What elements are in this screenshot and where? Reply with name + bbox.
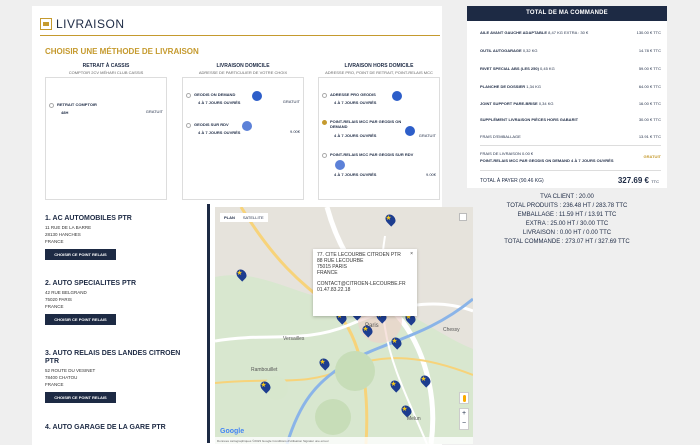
packaging-label: FRAIS D'EMBALLAGE bbox=[480, 134, 521, 139]
item-price: 59.00 € TTC bbox=[638, 66, 661, 71]
item-detail: 0,32 KG bbox=[522, 48, 538, 53]
option-delay: 4 À 7 JOURS OUVRÉS bbox=[198, 100, 241, 105]
item-label: OUTIL AUTOGARAGE bbox=[480, 48, 522, 53]
item-detail: 0,45 KG bbox=[540, 66, 555, 71]
option-price: GRATUIT bbox=[418, 133, 436, 138]
total-label: TOTAL À PAYER (90.46 KG) bbox=[480, 178, 544, 184]
choose-store-button[interactable]: CHOISIR CE POINT RELAIS bbox=[45, 392, 116, 403]
item-detail: 0,34 KG bbox=[538, 101, 554, 106]
zoom-out-icon[interactable]: − bbox=[461, 420, 467, 427]
item-price: 64.00 € TTC bbox=[638, 84, 661, 89]
geodis-rdv-logo-icon bbox=[335, 160, 345, 170]
delivery-method-title: CHOISIR UNE MÉTHODE DE LIVRAISON bbox=[45, 47, 199, 56]
store-item bbox=[45, 280, 193, 325]
popup-phone: 01.47.83.22.18 bbox=[317, 287, 351, 293]
order-divider bbox=[480, 145, 661, 146]
shipping-price: GRATUIT bbox=[643, 154, 661, 159]
outside-home-title: LIVRAISON HORS DOMICILE bbox=[344, 63, 414, 69]
order-recap bbox=[467, 193, 667, 247]
shipping-detail: 0.00 € bbox=[522, 151, 534, 156]
store-address: 52 ROUTE DU VESINET 78400 CHATOU FRANCE bbox=[45, 368, 96, 387]
option-delay: 4 À 7 JOURS OUVRÉS bbox=[198, 130, 241, 135]
plan-tab[interactable]: PLAN bbox=[224, 215, 235, 220]
store-name: 2. AUTO SPECIALITES PTR bbox=[45, 280, 137, 287]
home-column bbox=[182, 63, 304, 200]
store-popup bbox=[313, 249, 417, 316]
header-divider bbox=[40, 35, 440, 36]
store-item bbox=[45, 215, 193, 260]
page-title: LIVRAISON bbox=[56, 17, 125, 31]
option-name: ADRESSE PRO GEODIS bbox=[330, 92, 376, 97]
shipping-label: FRAIS DE LIVRAISON bbox=[480, 151, 521, 156]
option-name: GEODIS SUR RDV bbox=[194, 122, 229, 127]
truck-icon bbox=[40, 18, 52, 30]
popup-email: CONTACT@CITROEN-LECOURBE.FR bbox=[317, 281, 406, 287]
pickup-subtitle: COMPTOIR 2CV MÉHARI CLUB CASSIS bbox=[68, 70, 144, 75]
item-price: 130.00 € TTC bbox=[636, 30, 661, 35]
item-price: 30.00 € TTC bbox=[638, 117, 661, 122]
delivery-total: LIVRAISON : 0.00 HT / 0.00 TTC bbox=[522, 230, 612, 236]
radio-button[interactable] bbox=[49, 103, 54, 108]
store-name: 4. AUTO GARAGE DE LA GARE PTR bbox=[45, 424, 166, 431]
store-name: 3. AUTO RELAIS DES LANDES CITROEN PTR bbox=[45, 350, 181, 365]
item-price: 14.78 € TTC bbox=[638, 48, 661, 53]
geodis-rdv-logo-icon bbox=[242, 121, 252, 131]
google-logo: Google bbox=[220, 428, 245, 435]
option-delay: 4 À 7 JOURS OUVRÉS bbox=[334, 100, 377, 105]
popup-address: 88 RUE LECOURBE bbox=[317, 258, 364, 264]
delivery-panel bbox=[32, 6, 467, 445]
option-name: RETRAIT COMPTOIR bbox=[57, 102, 97, 107]
map-footer: Données cartographiques ©2023 Google Conditions d'utilisation Signaler une erreur bbox=[215, 437, 473, 444]
geodis-logo-icon bbox=[405, 126, 415, 136]
choose-store-button[interactable]: CHOISIR CE POINT RELAIS bbox=[45, 249, 116, 260]
city-label-rambouillet: Rambouillet bbox=[251, 367, 278, 373]
item-label: SUPPLÉMENT LIVRAISON PIÈCES HORS GABARIT bbox=[480, 117, 579, 122]
close-icon[interactable]: × bbox=[410, 251, 413, 257]
street-view-icon[interactable] bbox=[459, 392, 469, 404]
option-name: GEODIS ON DEMAND bbox=[194, 92, 236, 97]
outside-home-subtitle: ADRESSE PRO, POINT DE RETRAIT, POINT-RELAIS MCC bbox=[325, 70, 433, 75]
home-options bbox=[182, 77, 304, 200]
pickup-column bbox=[45, 63, 167, 200]
item-detail: 8,47 KG EXTRA : 30 € bbox=[548, 30, 589, 35]
city-label-chessy: Chessy bbox=[443, 327, 460, 333]
item-label: RIVET SPECIAL ABS (LES 250) bbox=[480, 66, 539, 71]
outside-home-options bbox=[318, 77, 440, 200]
home-subtitle: ADRESSE DE PARTICULIER DE VOTRE CHOIX bbox=[198, 70, 288, 75]
client-tax: TVA CLIENT : 20.00 bbox=[540, 194, 594, 200]
store-list[interactable] bbox=[40, 204, 210, 443]
livraison-header bbox=[40, 17, 125, 31]
option-name: POINT-RELAIS MCC PAR GEODIS ON DEMAND bbox=[330, 119, 402, 129]
option-delay: 4 À 7 JOURS OUVRÉS bbox=[334, 133, 377, 138]
packaging-price: 13.91 € TTC bbox=[638, 134, 661, 139]
order-divider bbox=[480, 170, 661, 171]
map-background bbox=[215, 207, 473, 444]
item-label: PLANCHE DE DOSSIER bbox=[480, 84, 526, 89]
item-label: AILE AVANT GAUCHE ADAPTABLE bbox=[480, 30, 548, 35]
map-type-control[interactable] bbox=[220, 213, 268, 222]
products-total: TOTAL PRODUITS : 236.48 HT / 283.78 TTC bbox=[506, 203, 628, 209]
outside-home-column bbox=[318, 63, 440, 200]
radio-button[interactable] bbox=[322, 93, 327, 98]
store-name: 1. AC AUTOMOBILES PTR bbox=[45, 215, 132, 222]
item-price: 16.00 € TTC bbox=[638, 101, 661, 106]
geodis-logo-icon bbox=[252, 91, 262, 101]
option-delay: 4 À 7 JOURS OUVRÉS bbox=[334, 172, 377, 177]
item-detail: 1,34 KG bbox=[526, 84, 541, 89]
choose-store-button[interactable]: CHOISIR CE POINT RELAIS bbox=[45, 314, 116, 325]
radio-button[interactable] bbox=[186, 123, 191, 128]
pickup-options bbox=[45, 77, 167, 200]
order-summary-panel bbox=[467, 6, 667, 188]
store-item bbox=[45, 350, 193, 403]
zoom-control[interactable] bbox=[459, 408, 469, 430]
option-price: 9.00€ bbox=[289, 129, 300, 134]
city-label-versailles: Versailles bbox=[283, 336, 305, 342]
city-label-paris: Paris bbox=[365, 323, 379, 329]
store-address: 11 RUE DE LA BARRE 28130 HANCHES FRANCE bbox=[45, 225, 92, 244]
popup-city: 75015 PARIS bbox=[317, 264, 347, 270]
order-summary-title: TOTAL DE MA COMMANDE bbox=[467, 6, 667, 21]
store-address: 42 RUE BELGRAND 75020 PARIS FRANCE bbox=[45, 290, 87, 309]
option-name: POINT-RELAIS MCC PAR GEODIS SUR RDV bbox=[330, 152, 414, 157]
option-price: GRATUIT bbox=[282, 99, 300, 104]
selected-radio-button[interactable] bbox=[322, 120, 327, 125]
total-price: 327.69 € TTC bbox=[617, 176, 659, 185]
store-item bbox=[45, 424, 193, 432]
geodis-logo-icon bbox=[392, 91, 402, 101]
popup-title: 77. CITE LECOURBE CITROEN PTR bbox=[317, 252, 401, 258]
packaging-total: EMBALLAGE : 11.59 HT / 13.91 TTC bbox=[517, 212, 617, 218]
fullscreen-icon[interactable] bbox=[459, 213, 467, 221]
pickup-title: RETRAIT À CASSIS bbox=[82, 63, 130, 69]
extra-total: EXTRA : 25.00 HT / 30.00 TTC bbox=[525, 221, 609, 227]
radio-button[interactable] bbox=[322, 153, 327, 158]
option-price: 9.00€ bbox=[425, 172, 436, 177]
popup-country: FRANCE bbox=[317, 270, 338, 276]
home-title: LIVRAISON DOMICILE bbox=[216, 63, 270, 69]
item-label: JOINT SUPPORT PARE-BRISE bbox=[480, 101, 538, 106]
map[interactable] bbox=[215, 207, 473, 444]
zoom-in-icon[interactable]: + bbox=[461, 410, 467, 417]
satellite-tab[interactable]: SATELLITE bbox=[242, 215, 264, 220]
radio-button[interactable] bbox=[186, 93, 191, 98]
option-price: GRATUIT bbox=[145, 109, 163, 114]
city-label-melun: Melun bbox=[407, 416, 421, 422]
shipping-method: POINT-RELAIS MCC PAR GEODIS ON DEMAND 4 À 7 JOURS OUVRÉS bbox=[480, 158, 614, 163]
option-delay: 48H bbox=[61, 110, 69, 115]
order-total: TOTAL COMMANDE : 273.07 HT / 327.69 TTC bbox=[504, 239, 630, 245]
